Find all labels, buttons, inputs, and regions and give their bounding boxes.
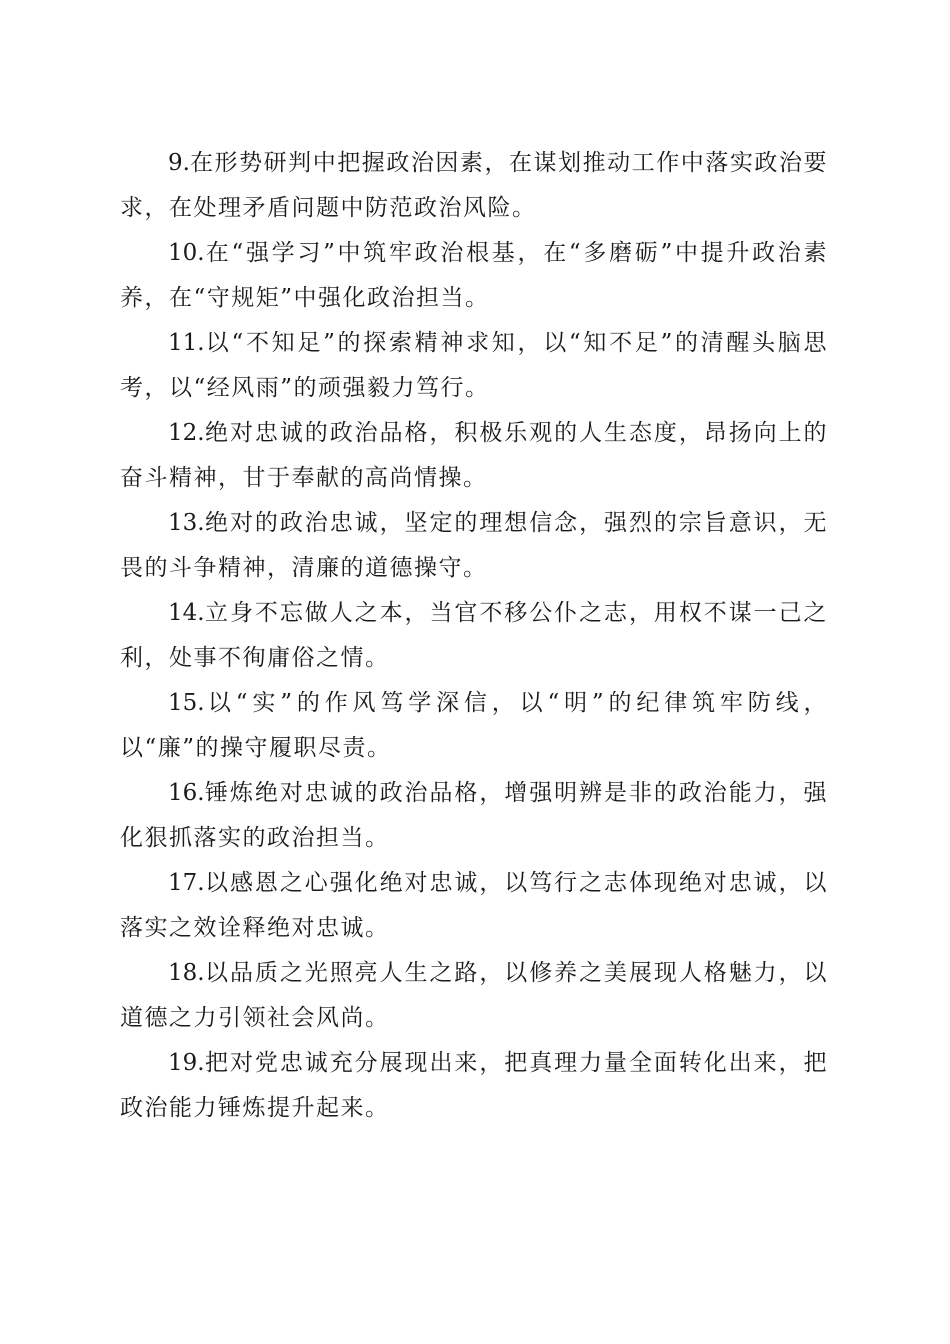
list-item	[120, 861, 828, 951]
item-text: 锤炼绝对忠诚的政治品格，增强明辨是非的政治能力，强化狠抓落实的政治担当。	[120, 780, 828, 851]
list-item	[120, 591, 828, 681]
item-text: 立身不忘做人之本，当官不移公仆之志，用权不谋一己之利，处事不徇庸俗之情。	[120, 600, 828, 671]
item-number: 10.	[168, 240, 205, 266]
item-number: 9.	[168, 150, 190, 176]
item-text: 在“强学习”中筑牢政治根基，在“多磨砺”中提升政治素养，在“守规矩”中强化政治担当。	[120, 240, 828, 311]
item-text: 在形势研判中把握政治因素，在谋划推动工作中落实政治要求，在处理矛盾问题中防范政治风险。	[120, 150, 828, 221]
item-text: 以品质之光照亮人生之路，以修养之美展现人格魅力，以道德之力引领社会风尚。	[120, 960, 828, 1031]
item-number: 14.	[168, 600, 205, 626]
list-item	[120, 1041, 828, 1131]
document-body	[120, 141, 828, 1131]
list-item	[120, 681, 828, 771]
item-number: 19.	[168, 1050, 205, 1076]
item-text: 绝对忠诚的政治品格，积极乐观的人生态度，昂扬向上的奋斗精神，甘于奉献的高尚情操。	[120, 420, 828, 491]
item-number: 17.	[168, 870, 205, 896]
item-number: 15.	[168, 690, 205, 716]
list-item	[120, 411, 828, 501]
list-item	[120, 951, 828, 1041]
item-number: 18.	[168, 960, 205, 986]
item-text: 以“不知足”的探索精神求知，以“知不足”的清醒头脑思考，以“经风雨”的顽强毅力笃行。	[120, 330, 828, 401]
item-text: 以“实”的作风笃学深信，以“明”的纪律筑牢防线，以“廉”的操守履职尽责。	[120, 690, 828, 761]
list-item	[120, 321, 828, 411]
list-item	[120, 141, 828, 231]
item-text: 以感恩之心强化绝对忠诚，以笃行之志体现绝对忠诚，以落实之效诠释绝对忠诚。	[120, 870, 828, 941]
item-text: 把对党忠诚充分展现出来，把真理力量全面转化出来，把政治能力锤炼提升起来。	[120, 1050, 828, 1121]
item-text: 绝对的政治忠诚，坚定的理想信念，强烈的宗旨意识，无畏的斗争精神，清廉的道德操守。	[120, 510, 828, 581]
list-item	[120, 501, 828, 591]
list-item	[120, 771, 828, 861]
item-number: 13.	[168, 510, 205, 536]
list-item	[120, 231, 828, 321]
item-number: 11.	[168, 330, 205, 356]
item-number: 12.	[168, 420, 205, 446]
item-number: 16.	[168, 780, 205, 806]
